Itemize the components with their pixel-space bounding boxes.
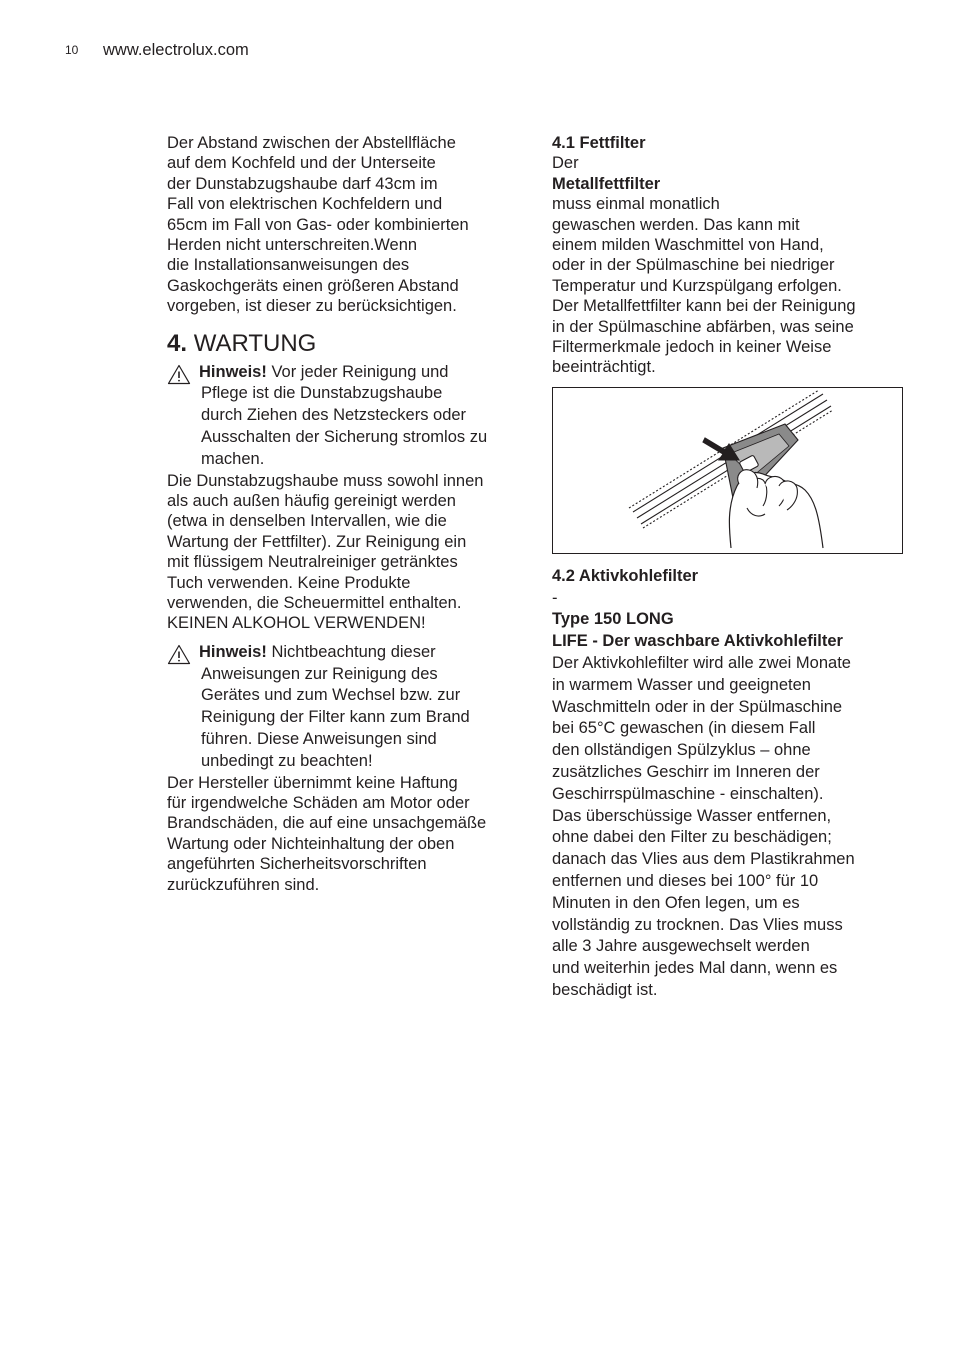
text-line: in warmem Wasser und geeigneten (552, 675, 811, 694)
note-first-line (199, 362, 523, 384)
text-line: gewaschen werden. Das kann mit (552, 215, 800, 234)
text-line: als auch außen häufig gereinigt werden (167, 492, 456, 511)
text-line: Die Dunstabzugshaube muss sowohl innen (167, 471, 484, 490)
text-line: Waschmitteln oder in der Spülmaschine (552, 697, 843, 716)
text-line: verwenden, die Scheuermittel enthalten. (167, 594, 462, 613)
text-line: Gaskochgeräts einen größeren Abstand (167, 276, 459, 295)
text-line: in der Spülmaschine abfärben, was seine (552, 317, 854, 336)
text-line: Minuten in den Ofen legen, um es (552, 893, 800, 912)
text-line: Gerätes und zum Wechsel bzw. zur (201, 686, 461, 705)
left-column (167, 133, 523, 895)
page-number: 10 (65, 43, 79, 57)
text-line: durch Ziehen des Netzsteckers oder (201, 406, 467, 425)
intro-paragraph (167, 133, 523, 317)
text-line: Der Hersteller übernimmt keine Haftung (167, 773, 458, 792)
text-line: danach das Vlies aus dem Plastikrahmen (552, 850, 855, 869)
bold-term: 4.2 Aktivkohlefilter (552, 566, 699, 585)
subsection-title: 4.1 Fettfilter (552, 134, 646, 152)
text-line: vorgeben, ist dieser zu berücksichtigen. (167, 297, 457, 316)
text-line: Pflege ist die Dunstabzugshaube (201, 384, 443, 403)
text-fragment: - (552, 588, 558, 607)
text-line: beschädigt ist. (552, 981, 658, 1000)
text-line: Brandschäden, die auf eine unsachgemäße (167, 814, 487, 833)
section-heading-wartung (167, 330, 523, 358)
text-line: den ollständigen Spülzyklus – ohne (552, 741, 811, 760)
text-line: ohne dabei den Filter zu beschädigen; (552, 828, 832, 847)
subsection-title (552, 566, 908, 631)
warning-note-1 (167, 362, 523, 471)
text-line: zurückzuführen sind. (167, 875, 320, 894)
text-line: unbedingt zu beachten! (201, 751, 373, 770)
text-line: Temperatur und Kurzspülgang erfolgen. (552, 276, 842, 295)
cleaning-paragraph (167, 471, 523, 634)
text-line: mit flüssigem Neutralreiniger getränktes (167, 553, 458, 572)
text-line: die Installationsanweisungen des (167, 256, 410, 275)
text-line: Geschirrspülmaschine - einschalten). (552, 784, 824, 803)
text-line: machen. (201, 449, 265, 468)
text-line: Ausschalten der Sicherung stromlos zu (201, 428, 488, 447)
text-line: Herden nicht unterschreiten.Wenn (167, 236, 418, 255)
section-number: 4. (167, 329, 188, 357)
warning-triangle-icon (167, 644, 191, 665)
text-line: 65cm im Fall von Gas- oder kombinierten (167, 215, 469, 234)
section-4-1 (552, 133, 908, 378)
text-fragment: muss einmal monatlich (552, 195, 720, 214)
right-column (552, 133, 908, 1002)
text-line: auf dem Kochfeld und der Unterseite (167, 154, 436, 173)
subsection-title-line-2: LIFE - Der waschbare Aktivkohlefilter (552, 632, 843, 651)
note-text: Nichtbeachtung dieser (266, 642, 436, 661)
warning-triangle-icon (167, 364, 191, 385)
text-line: KEINEN ALKOHOL VERWENDEN! (167, 614, 426, 633)
text-line: Der Abstand zwischen der Abstellfläche (167, 134, 456, 152)
text-line: Filtermerkmale jedoch in keiner Weise (552, 338, 832, 357)
bold-term: Metallfettfilter (552, 174, 661, 193)
text-line: Reinigung der Filter kann zum Brand (201, 708, 470, 727)
text-line: für irgendwelche Schäden am Motor oder (167, 794, 470, 813)
warning-note-2 (167, 642, 523, 773)
filter-removal-illustration (552, 387, 903, 554)
section-4-2 (552, 566, 908, 1002)
note-text: Vor jeder Reinigung und (266, 362, 449, 381)
text-line: Das überschüssige Wasser entfernen, (552, 806, 832, 825)
header-url: www.electrolux.com (103, 41, 249, 59)
text-line: alle 3 Jahre ausgewechselt werden (552, 937, 810, 956)
text-line: Wartung der Fettfilter). Zur Reinigung ein (167, 532, 467, 551)
text-line: Anweisungen zur Reinigung des (201, 664, 438, 683)
text-line: führen. Diese Anweisungen sind (201, 730, 437, 749)
text-line: beeinträchtigt. (552, 358, 656, 377)
text-line: bei 65°C gewaschen (in diesem Fall (552, 719, 816, 738)
text-line: entfernen und dieses bei 100° für 10 (552, 872, 819, 891)
text-line: (etwa in denselben Intervallen, wie die (167, 512, 447, 531)
bold-term: Type 150 LONG (552, 610, 674, 629)
text-line: der Dunstabzugshaube darf 43cm im (167, 174, 438, 193)
text-line: Der Aktivkohlefilter wird alle zwei Monate (552, 654, 851, 673)
note-first-line (199, 642, 523, 664)
note-label: Hinweis! (199, 362, 267, 381)
text-line: Fall von elektrischen Kochfeldern und (167, 195, 443, 214)
text-line: Der Metallfettfilter kann bei der Reinigung (552, 297, 856, 316)
text-line: und weiterhin jedes Mal dann, wenn es (552, 959, 838, 978)
filter-illustration-svg (553, 388, 903, 554)
text-line (552, 153, 908, 214)
text-line: zusätzliches Geschirr im Inneren der (552, 763, 820, 782)
section-title: WARTUNG (193, 329, 317, 357)
text-fragment: Der (552, 154, 579, 173)
text-line: einem milden Waschmittel von Hand, (552, 236, 824, 255)
text-line: angeführten Sicherheitsvorschriften (167, 855, 427, 874)
text-line: Wartung oder Nichteinhaltung der oben (167, 834, 455, 853)
text-line: vollständig zu trocknen. Das Vlies muss (552, 915, 843, 934)
text-line: Tuch verwenden. Keine Produkte (167, 573, 411, 592)
liability-paragraph (167, 773, 523, 895)
note-label: Hinweis! (199, 642, 267, 661)
text-line: oder in der Spülmaschine bei niedriger (552, 256, 835, 275)
